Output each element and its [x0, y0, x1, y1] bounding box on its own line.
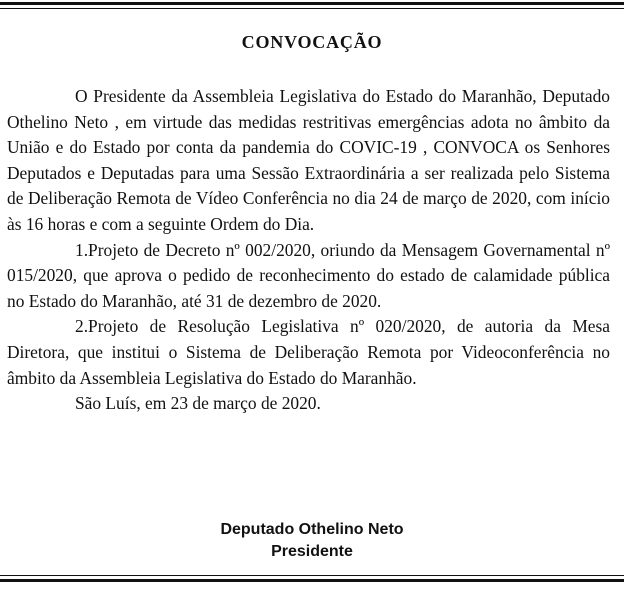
signature-role: Presidente — [271, 543, 353, 560]
paragraph-convocation: O Presidente da Assembleia Legislativa do Estado do Maranhão, Deputado Othelino Neto , em virtude das medidas restritivas emergências adota no âmbito da União e do Estado por conta da pandemia do COVIC-19 , CONVOCA os Senhores Deputados e Deputadas para uma Sessão Extraordinária a ser realizada pelo Sistema de Deliberação Remota de Vídeo Conferência no dia 24 de março de 2020, com início às 16 horas e com a seguinte Ordem do Dia. — [7, 86, 610, 234]
document-title: CONVOCAÇÃO — [241, 32, 383, 52]
signature-name: Deputado Othelino Neto — [220, 521, 404, 538]
paragraph-date-place: São Luís, em 23 de março de 2020. — [75, 393, 321, 414]
bottom-border — [0, 575, 624, 582]
top-border-thin-line — [0, 8, 624, 9]
paragraph-item-2: 2.Projeto de Resolução Legislativa nº 020/2020, de autoria da Mesa Diretora, que institui o Sistema de Deliberação Remota por Videoconferência no âmbito da Assembleia Legislativa do Estado do Maranhão. — [7, 316, 610, 388]
paragraph-item-1: 1.Projeto de Decreto nº 002/2020, oriundo da Mensagem Governamental nº 015/2020, que aprova o pedido de reconhecimento do estado de calamidade pública no Estado do Maranhão, até 31 de dezembro de 2020. — [7, 239, 610, 311]
signature-block — [0, 519, 624, 563]
bottom-border-thick-line — [0, 579, 624, 582]
document-body — [7, 84, 610, 417]
top-border — [0, 2, 624, 9]
